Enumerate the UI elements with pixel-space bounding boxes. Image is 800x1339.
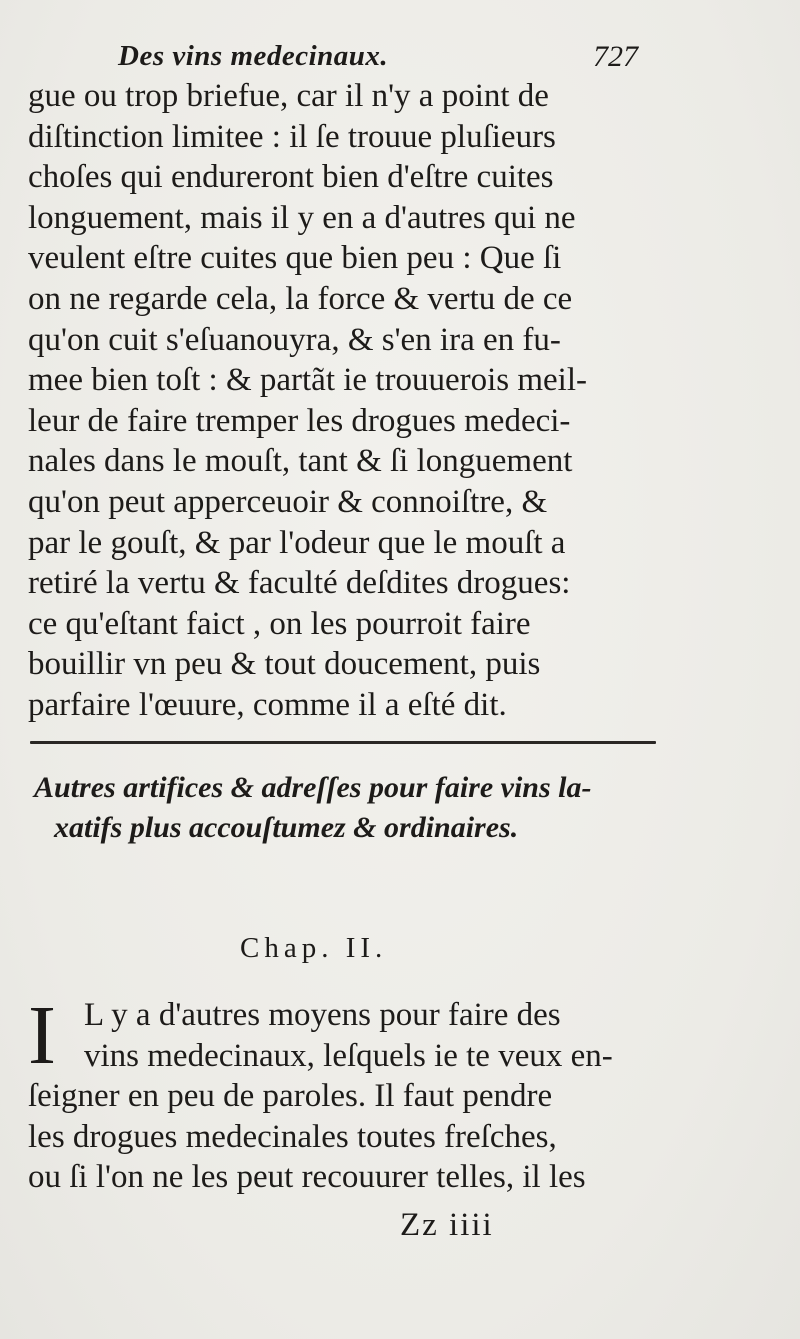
text-line: nales dans le mouſt, tant & ſi longuement [28, 443, 573, 480]
chapter-title: Chap. II. [240, 932, 388, 964]
text-line: longuement, mais il y en a d'autres qui ne [28, 199, 576, 236]
running-title: Des vins medecinaux. [118, 40, 389, 72]
chapter-paragraph [28, 989, 658, 1198]
signature-mark: Zz iiii [400, 1207, 494, 1243]
section-heading [34, 768, 664, 848]
text-line: mee bien toſt : & partãt ie trouuerois meil- [28, 362, 588, 399]
text-line: L y a d'autres moyens pour faire des [84, 997, 561, 1033]
text-line: retiré la vertu & faculté deſdites drogues: [28, 565, 571, 602]
text-line: parfaire l'œuure, comme il a eſté dit. [28, 686, 507, 723]
text-line: vins medecinaux, leſquels ie te veux en- [84, 1037, 613, 1074]
text-line: leur de faire tremper les drogues medeci- [28, 402, 571, 439]
text-line: par le gouſt, & par l'odeur que le mouſt a [28, 524, 566, 561]
page-number: 727 [593, 40, 638, 73]
text-line: qu'on peut apperceuoir & connoiſtre, & [28, 483, 548, 520]
heading-line: xatifs plus accouſtumez & ordinaires. [54, 811, 519, 844]
drop-cap: I [28, 989, 56, 1082]
text-line: ſeigner en peu de paroles. Il faut pendre [28, 1078, 553, 1115]
text-line: bouillir vn peu & tout doucement, puis [28, 646, 541, 683]
text-line: les drogues medecinales toutes freſches, [28, 1118, 557, 1155]
text-line: gue ou trop briefue, car il n'y a point de [28, 78, 549, 114]
text-line: on ne regarde cela, la force & vertu de ce [28, 280, 573, 317]
heading-line: Autres artifices & adreſſes pour faire vins la- [34, 771, 592, 804]
section-divider [30, 741, 656, 744]
body-paragraph [28, 76, 658, 726]
text-line: veulent eſtre cuites que bien peu : Que ſi [28, 240, 562, 277]
text-line: choſes qui endureront bien d'eſtre cuites [28, 159, 554, 196]
text-line: diſtinction limitee : il ſe trouue pluſieurs [28, 118, 556, 155]
page-header [118, 40, 638, 80]
text-line: ce qu'eſtant faict , on les pourroit faire [28, 605, 531, 642]
text-line: ou ſi l'on ne les peut recouurer telles, il les [28, 1159, 586, 1196]
text-line: qu'on cuit s'eſuanouyra, & s'en ira en fu- [28, 321, 561, 358]
